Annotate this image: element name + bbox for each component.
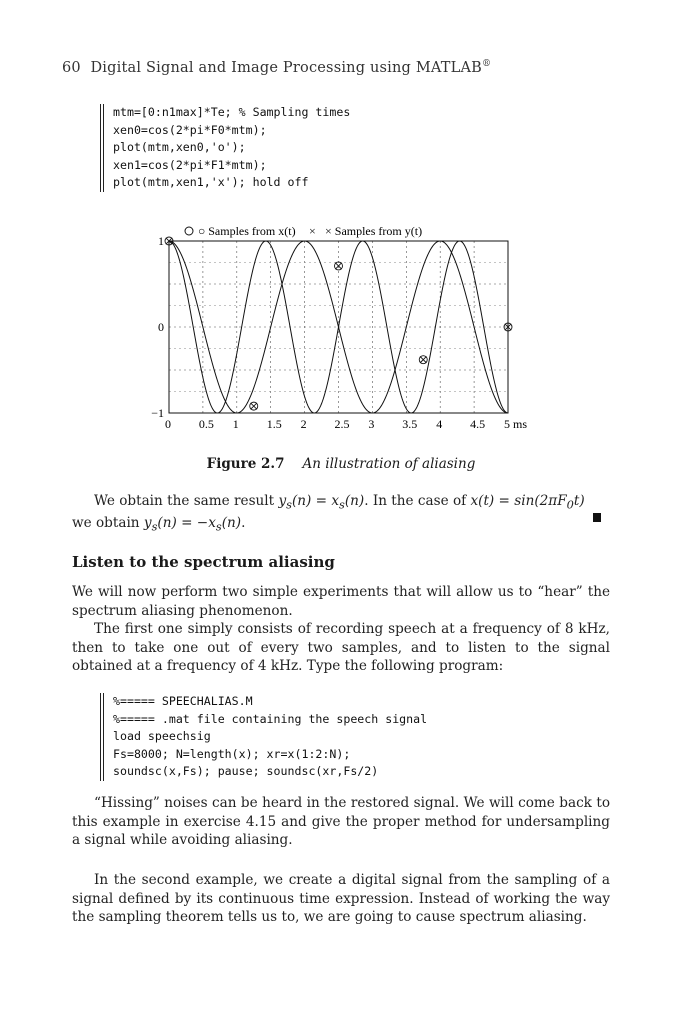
- paragraph-text: In the second example, we create a digital signal from the sampling of a signal defined by its continuous time expression. Instead of working the way the sampling theorem tells us to, we are going to cause spectrum aliasing.: [72, 872, 610, 925]
- sample-point-y: [251, 403, 257, 409]
- paragraph-result: We obtain the same result $y_s(n) = x_s(n)$. In the case of $x(t) = \sin(2\pi F_0t)$ we obtain $y_s(n) = -x_s(n)$.: [72, 493, 585, 534]
- running-header: [62, 59, 491, 76]
- trademark: ®: [482, 59, 492, 69]
- y-tick-labels: [151, 234, 164, 420]
- code-block-2: [100, 693, 427, 781]
- figure-label: Figure 2.7: [206, 456, 285, 472]
- y-tick-label: 1: [158, 234, 164, 248]
- code-line: soundsc(x,Fs); pause; soundsc(xr,Fs/2): [113, 764, 379, 778]
- x-tick-label: 0.5: [198, 417, 214, 431]
- qed-symbol: [593, 513, 601, 522]
- code-line: plot(mtm,xen0,'o');: [113, 140, 246, 154]
- code-line: xen1=cos(2*pi*F1*mtm);: [113, 157, 267, 172]
- x-tick-label: 3.5: [402, 417, 418, 431]
- code-block-1: [100, 104, 350, 192]
- y-tick-label: −1: [151, 406, 164, 420]
- paragraph-hissing: [72, 794, 610, 850]
- paragraph-text: We will now perform two simple experiments that will allow us to “hear” the spectrum aliasing phenomenon.: [72, 584, 610, 619]
- sample-point-y: [335, 263, 341, 269]
- code-line: load speechsig: [113, 729, 211, 743]
- legend-cross-marker: ×: [309, 224, 316, 238]
- aliasing-chart: [0, 210, 682, 446]
- paragraph-second-example: [72, 871, 610, 927]
- figure-caption: [0, 456, 682, 472]
- code-line: Fs=8000; N=length(x); xr=x(1:2:N);: [113, 746, 351, 761]
- section-heading: Listen to the spectrum aliasing: [72, 553, 335, 571]
- x-tick-label: 0: [165, 417, 171, 431]
- paragraph-text: “Hissing” noises can be heard in the restored signal. We will come back to this example in exercise 4.15 and give the proper method for undersampling a signal while avoiding aliasing.: [72, 795, 610, 848]
- paragraph-text: The first one simply consists of recording speech at a frequency of 8 kHz, then to take one out of every two samples, and to listen to the signal obtained at a frequency of 4 kHz. Type the following program:: [72, 621, 610, 674]
- x-tick-label: 2.5: [334, 417, 350, 431]
- figure-caption-text: An illustration of aliasing: [302, 456, 476, 472]
- sample-point-y: [420, 356, 426, 362]
- x-tick-labels: [165, 417, 527, 431]
- code-line: %===== SPEECHALIAS.M: [113, 694, 253, 708]
- code-line: plot(mtm,xen1,'x'); hold off: [113, 175, 309, 189]
- code-line: %===== .mat file containing the speech signal: [113, 711, 428, 726]
- x-tick-label: 4: [436, 417, 443, 431]
- legend-entry-y: × Samples from y(t): [325, 224, 423, 238]
- code-line: xen0=cos(2*pi*F0*mtm);: [113, 122, 267, 137]
- page-number: 60: [62, 59, 81, 76]
- paragraph-listen: [72, 583, 610, 676]
- x-tick-label: 5 ms: [504, 417, 528, 431]
- x-tick-label: 1.5: [266, 417, 282, 431]
- chart-legend: [185, 224, 422, 238]
- x-tick-label: 2: [300, 417, 307, 431]
- legend-entry-x: ○ Samples from x(t): [198, 224, 296, 238]
- x-tick-label: 4.5: [470, 417, 486, 431]
- y-tick-label: 0: [158, 320, 164, 334]
- x-tick-label: 1: [232, 417, 239, 431]
- x-tick-label: 3: [368, 417, 375, 431]
- legend-circle-marker: [185, 227, 193, 235]
- code-line: mtm=[0:n1max]*Te; % Sampling times: [113, 105, 351, 119]
- running-title: Digital Signal and Image Processing using MATLAB: [90, 59, 483, 76]
